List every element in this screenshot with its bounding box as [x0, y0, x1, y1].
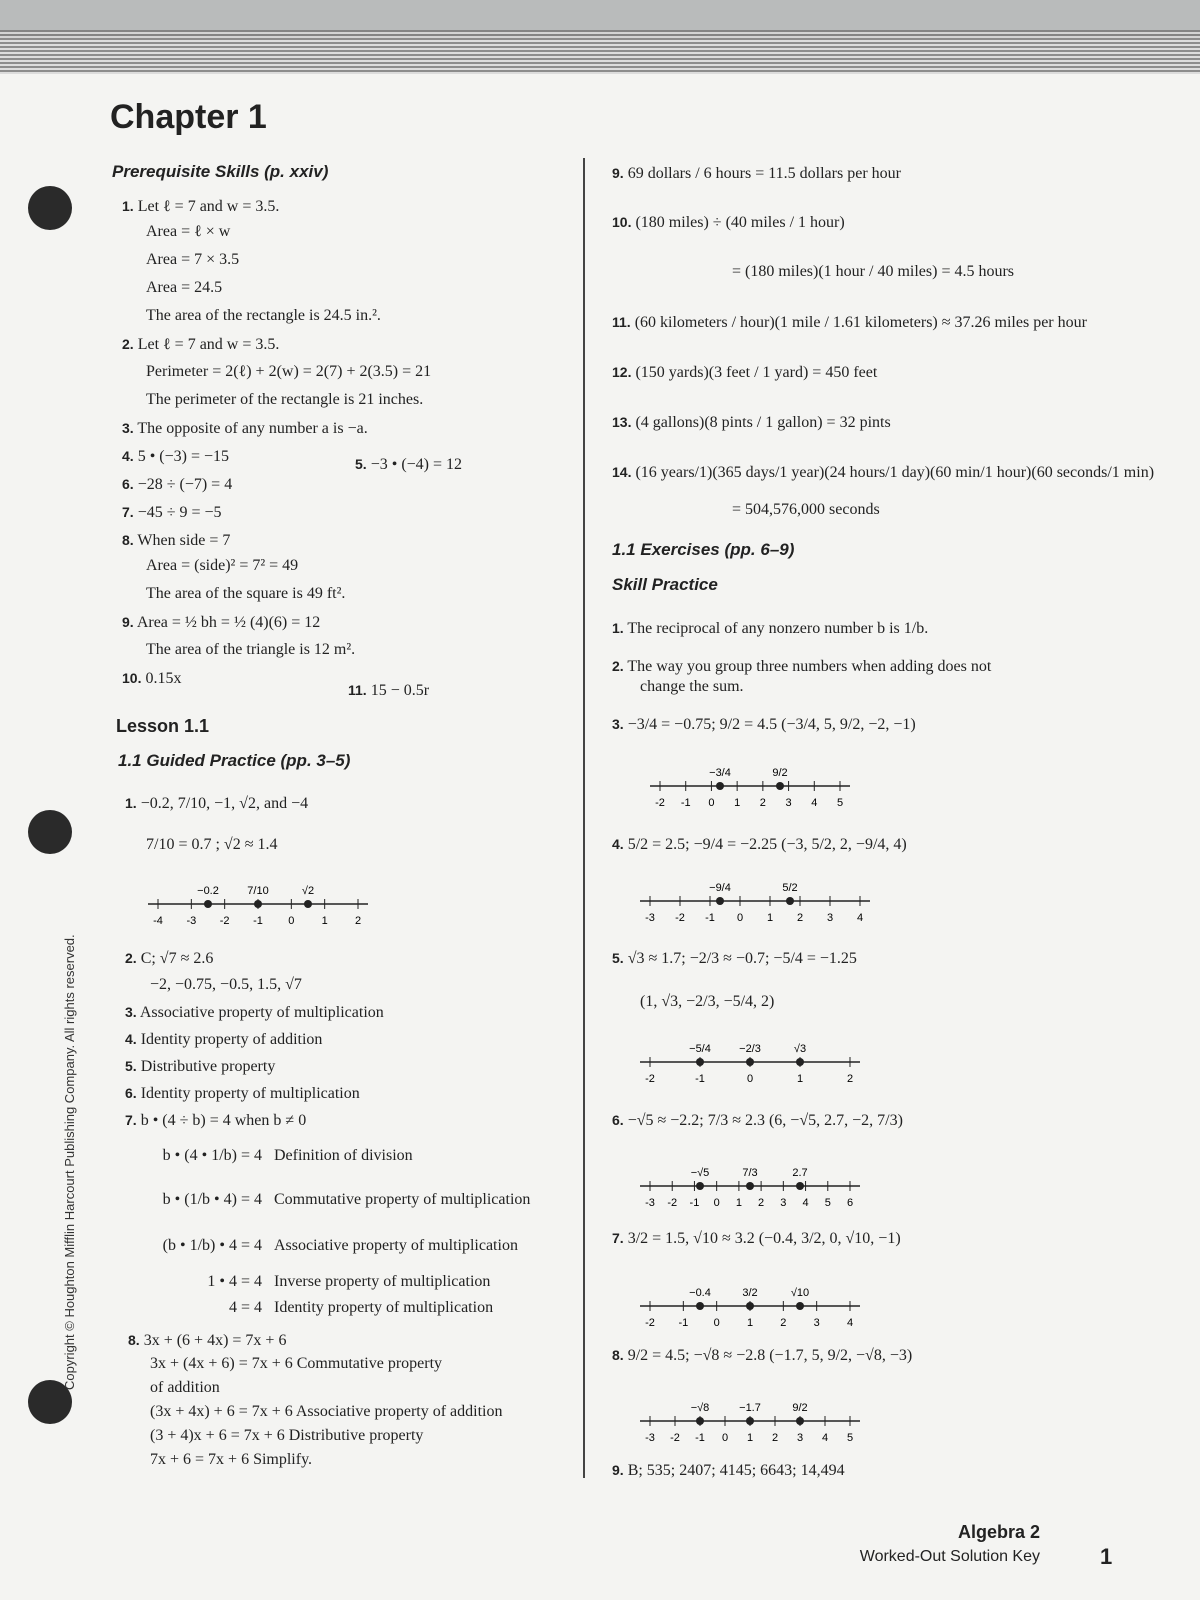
item-text: √3 ≈ 1.7; −2/3 ≈ −0.7; −5/4 = −1.25 — [627, 950, 857, 967]
point-label: −√5 — [690, 1167, 710, 1179]
tick-label: 4 — [811, 797, 818, 809]
list-item — [122, 474, 232, 495]
tick-label: -4 — [153, 915, 163, 927]
list-item — [612, 312, 1087, 333]
point-label: 3/2 — [742, 1287, 758, 1299]
list-item — [612, 1345, 912, 1366]
tick-label: -2 — [645, 1317, 655, 1329]
number-line-guided-1 — [148, 878, 388, 933]
point-label: √10 — [790, 1287, 810, 1299]
prereq-item-11: 11. 15 − 0.5r — [348, 682, 430, 699]
tick-label: 2 — [771, 1432, 779, 1444]
item-text: 69 dollars / 6 hours = 11.5 dollars per hour — [627, 165, 901, 182]
proof-reason: Commutative property of multiplication — [274, 1191, 531, 1208]
item-number: 1. — [122, 198, 134, 214]
item-number: 13. — [612, 414, 632, 430]
number-line-svg — [640, 875, 890, 925]
tick-label: 6 — [846, 1197, 854, 1209]
tick-label: 2 — [758, 1197, 765, 1209]
proof-reason: Associative property of multiplication — [274, 1237, 518, 1254]
chapter-title: Chapter 1 — [110, 98, 267, 136]
item-number: 9. — [612, 165, 624, 181]
list-item — [150, 1378, 220, 1398]
item-number: 4. — [122, 448, 134, 464]
list-item — [125, 1002, 384, 1023]
tick-label: -1 — [705, 912, 715, 924]
point-label: 2.7 — [792, 1167, 808, 1179]
item-number: 5. — [125, 1058, 137, 1074]
plotted-point — [696, 1058, 704, 1066]
list-item — [122, 530, 230, 551]
point-label: √3 — [793, 1043, 807, 1055]
tick-label: 5 — [824, 1197, 831, 1209]
plotted-point — [746, 1417, 754, 1425]
item-text: Area = (side)² = 7² = 49 — [146, 557, 299, 574]
proof-reason: Identity property of multiplication — [274, 1299, 494, 1316]
item-text: (3 + 4)x + 6 = 7x + 6 Distributive property — [150, 1427, 424, 1444]
item-text: Associative property of multiplication — [139, 1004, 384, 1021]
prereq-heading: Prerequisite Skills (p. xxiv) — [112, 162, 329, 181]
list-item — [146, 222, 230, 242]
item-number: 3. — [122, 420, 134, 436]
point-label: −√8 — [690, 1402, 710, 1414]
list-item — [125, 948, 213, 969]
item-text: The area of the triangle is 12 m². — [146, 641, 356, 658]
proof-reason: Inverse property of multiplication — [274, 1273, 491, 1290]
plotted-point — [696, 1417, 704, 1425]
item-text: change the sum. — [640, 678, 744, 695]
number-line-svg — [640, 1160, 880, 1210]
tick-label: -2 — [645, 1073, 655, 1085]
plotted-point — [696, 1182, 704, 1190]
plotted-point — [746, 1302, 754, 1310]
tick-label: 3 — [785, 797, 792, 809]
item-text: (60 kilometers / hour)(1 mile / 1.61 kilometers) ≈ 37.26 miles per hour — [634, 314, 1087, 331]
list-item — [612, 1460, 845, 1481]
list-item — [146, 556, 298, 576]
list-item — [612, 618, 928, 639]
list-item — [146, 278, 222, 298]
tick-label: 1 — [746, 1317, 754, 1329]
list-item — [612, 714, 916, 735]
item-text: 7x + 6 = 7x + 6 Simplify. — [150, 1451, 313, 1468]
tick-label: -2 — [675, 912, 685, 924]
item-text: −2, −0.75, −0.5, 1.5, √7 — [150, 976, 302, 993]
item-text: The area of the rectangle is 24.5 in.². — [146, 307, 381, 324]
tick-label: -1 — [695, 1073, 705, 1085]
tick-label: 1 — [321, 915, 328, 927]
point-label: 9/2 — [772, 767, 788, 779]
page-number: 1 — [1100, 1544, 1113, 1569]
list-item — [122, 668, 181, 689]
tick-label: 3 — [826, 912, 834, 924]
item-text: of addition — [150, 1379, 220, 1396]
tick-label: -2 — [219, 915, 230, 927]
list-item — [122, 418, 368, 439]
item-text: (3x + 4x) + 6 = 7x + 6 Associative property of addition — [150, 1403, 503, 1420]
item-text: Let ℓ = 7 and w = 3.5. — [137, 198, 280, 215]
plotted-point — [796, 1302, 804, 1310]
item-text: The reciprocal of any nonzero number b is 1/b. — [627, 620, 929, 637]
tick-label: -1 — [689, 1197, 700, 1209]
list-item — [150, 975, 302, 995]
list-item — [128, 1330, 286, 1351]
list-item — [146, 250, 239, 270]
item-text: Area = 24.5 — [146, 279, 223, 296]
item-text: −28 ÷ (−7) = 4 — [137, 476, 233, 493]
plotted-point — [204, 900, 212, 908]
item-text: 9/2 = 4.5; −√8 ≈ −2.8 (−1.7, 5, 9/2, −√8, −3) — [627, 1347, 913, 1364]
tick-label: 2 — [354, 915, 362, 927]
prereq-item-5: 5. −3 • (−4) = 12 — [355, 456, 463, 473]
list-item — [612, 948, 857, 969]
item-number: 2. — [122, 336, 134, 352]
column-divider — [583, 158, 585, 1478]
tick-label: 1 — [766, 912, 774, 924]
number-line-ex-3 — [650, 760, 870, 815]
point-label: 5/2 — [782, 882, 798, 894]
number-line-svg — [650, 760, 870, 810]
proof-expression: (b • 1/b) • 4 = 4 — [162, 1237, 262, 1254]
point-label: −5/4 — [689, 1043, 711, 1055]
item-number: 10. — [612, 214, 632, 230]
list-item — [146, 390, 423, 410]
item-number: 11. — [612, 314, 631, 330]
list-item — [122, 612, 320, 633]
tick-label: 4 — [856, 912, 864, 924]
tick-label: -2 — [667, 1197, 678, 1209]
point-label: √2 — [301, 885, 315, 897]
plotted-point — [304, 900, 312, 908]
number-line-svg — [148, 878, 388, 928]
plotted-point — [796, 1182, 804, 1190]
tick-label: 2 — [780, 1317, 787, 1329]
item-text: −0.2, 7/10, −1, √2, and −4 — [140, 795, 309, 812]
tick-label: -3 — [645, 912, 655, 924]
plotted-point — [796, 1417, 804, 1425]
proof-expression: 1 • 4 = 4 — [207, 1273, 262, 1290]
list-item — [612, 163, 901, 184]
lesson-heading: Lesson 1.1 — [116, 716, 210, 736]
item-number: 7. — [122, 504, 134, 520]
point-label: 7/10 — [247, 885, 269, 897]
tick-label: 1 — [734, 797, 741, 809]
tick-label: 0 — [721, 1432, 729, 1444]
list-item — [122, 502, 222, 523]
list-item — [732, 500, 880, 520]
item-text: (4 gallons)(8 pints / 1 gallon) = 32 pints — [635, 414, 891, 431]
item-number: 6. — [125, 1085, 137, 1101]
item-text: −3/4 = −0.75; 9/2 = 4.5 (−3/4, 5, 9/2, −2, −1) — [627, 716, 916, 733]
list-item — [150, 1426, 423, 1446]
tick-label: -3 — [645, 1197, 655, 1209]
item-text: 3x + (6 + 4x) = 7x + 6 — [143, 1332, 287, 1349]
point-label: 9/2 — [792, 1402, 808, 1414]
list-item — [150, 1402, 502, 1422]
item-number: 2. — [612, 658, 624, 674]
list-item — [612, 212, 845, 233]
binding-strip — [0, 30, 1200, 74]
item-text: (1, √3, −2/3, −5/4, 2) — [640, 993, 775, 1010]
point-label: −0.2 — [197, 885, 219, 897]
item-text: The way you group three numbers when adding does not — [627, 658, 992, 675]
number-line-ex-5 — [640, 1036, 880, 1091]
number-line-svg — [640, 1036, 880, 1086]
item-text: 7/10 = 0.7 ; √2 ≈ 1.4 — [146, 836, 278, 853]
item-number: 4. — [125, 1031, 137, 1047]
tick-label: -2 — [670, 1432, 680, 1444]
list-item — [612, 412, 891, 433]
tick-label: 3 — [813, 1317, 820, 1329]
list-item — [612, 462, 1154, 483]
tick-label: 0 — [713, 1197, 720, 1209]
list-item — [146, 362, 431, 382]
item-text: (150 yards)(3 feet / 1 yard) = 450 feet — [635, 364, 878, 381]
list-item — [146, 584, 345, 604]
item-number: 12. — [612, 364, 632, 380]
tick-label: 1 — [746, 1432, 754, 1444]
tick-label: -3 — [186, 915, 197, 927]
point-label: 7/3 — [742, 1167, 758, 1179]
tick-label: -1 — [678, 1317, 689, 1329]
plotted-point — [254, 900, 262, 908]
item-text: Identity property of multiplication — [140, 1085, 360, 1102]
list-item — [125, 1110, 306, 1131]
point-label: −3/4 — [709, 767, 731, 779]
item-number: 6. — [122, 476, 134, 492]
binder-hole-top — [28, 186, 72, 230]
tick-label: 0 — [708, 797, 715, 809]
number-line-ex-4 — [640, 875, 890, 930]
list-item — [150, 1450, 312, 1470]
footer-book-title: Algebra 2 — [957, 1522, 1040, 1542]
tick-label: -1 — [253, 915, 263, 927]
item-text: b • (4 ÷ b) = 4 when b ≠ 0 — [140, 1112, 307, 1129]
tick-label: 0 — [713, 1317, 720, 1329]
item-number: 9. — [612, 1462, 624, 1478]
item-number: 7. — [612, 1230, 624, 1246]
list-item — [125, 1083, 360, 1104]
plotted-point — [716, 897, 724, 905]
list-item — [612, 656, 991, 677]
tick-label: 2 — [759, 797, 766, 809]
item-text: 3/2 = 1.5, √10 ≈ 3.2 (−0.4, 3/2, 0, √10, −1) — [627, 1230, 901, 1247]
item-number: 8. — [122, 532, 134, 548]
list-item — [125, 1029, 322, 1050]
item-number: 6. — [612, 1112, 624, 1128]
tick-label: 0 — [736, 912, 744, 924]
number-line-ex-7 — [640, 1280, 880, 1335]
item-text: Distributive property — [140, 1058, 276, 1075]
item-number: 14. — [612, 464, 632, 480]
list-item — [122, 196, 279, 217]
list-item — [125, 1056, 275, 1077]
number-line-ex-8 — [640, 1395, 880, 1450]
tick-label: 5 — [836, 797, 844, 809]
proof-expression: 4 = 4 — [228, 1299, 262, 1316]
tick-label: 1 — [735, 1197, 742, 1209]
item-number: 8. — [128, 1332, 140, 1348]
item-text: (180 miles) ÷ (40 miles / 1 hour) — [635, 214, 845, 231]
item-text: The area of the square is 49 ft². — [146, 585, 346, 602]
tick-label: 4 — [846, 1317, 854, 1329]
point-label: −2/3 — [739, 1043, 761, 1055]
list-item — [612, 1228, 901, 1249]
item-text: (16 years/1)(365 days/1 year)(24 hours/1 day)(60 min/1 hour)(60 seconds/1 min) — [635, 464, 1155, 481]
point-label: −1.7 — [739, 1402, 761, 1414]
item-text: 3x + (4x + 6) = 7x + 6 Commutative property — [150, 1355, 443, 1372]
item-text: C; √7 ≈ 2.6 — [140, 950, 214, 967]
item-number: 8. — [612, 1347, 624, 1363]
tick-label: 2 — [796, 912, 804, 924]
point-label: −0.4 — [689, 1287, 711, 1299]
item-text: Area = ½ bh = ½ (4)(6) = 12 — [136, 614, 321, 631]
item-text: The perimeter of the rectangle is 21 inches. — [146, 391, 424, 408]
number-line-svg — [640, 1280, 880, 1330]
item-text: Identity property of addition — [140, 1031, 323, 1048]
list-item — [150, 1354, 442, 1374]
tick-label: 1 — [796, 1073, 804, 1085]
item-number: 7. — [125, 1112, 137, 1128]
list-item — [122, 446, 229, 467]
item-text: B; 535; 2407; 4145; 6643; 14,494 — [627, 1462, 845, 1479]
plotted-point — [696, 1302, 704, 1310]
tick-label: -2 — [655, 797, 665, 809]
list-item — [122, 334, 279, 355]
tick-label: -1 — [680, 797, 691, 809]
tick-label: 3 — [780, 1197, 787, 1209]
item-text: = 504,576,000 seconds — [732, 501, 880, 518]
item-text: The opposite of any number a is −a. — [137, 420, 368, 437]
item-number: 5. — [612, 950, 624, 966]
tick-label: 4 — [821, 1432, 829, 1444]
tick-label: 5 — [846, 1432, 854, 1444]
list-item — [640, 992, 774, 1012]
tick-label: -3 — [645, 1432, 655, 1444]
tick-label: 4 — [802, 1197, 809, 1209]
proof-expression: b • (4 • 1/b) = 4 — [162, 1147, 262, 1164]
footer-subtitle: Worked-Out Solution Key — [859, 1548, 1040, 1565]
item-text: Area = ℓ × w — [146, 223, 231, 240]
list-item — [146, 306, 381, 326]
item-number: 9. — [122, 614, 134, 630]
list-item — [146, 640, 355, 660]
tick-label: 3 — [796, 1432, 804, 1444]
skill-practice-heading: Skill Practice — [612, 575, 718, 594]
guided-heading: 1.1 Guided Practice (pp. 3–5) — [118, 751, 351, 770]
number-line-svg — [640, 1395, 880, 1445]
plotted-point — [796, 1058, 804, 1066]
plotted-point — [716, 782, 724, 790]
item-number: 2. — [125, 950, 137, 966]
proof-expression: b • (1/b • 4) = 4 — [162, 1191, 262, 1208]
item-number: 4. — [612, 836, 624, 852]
item-number: 10. — [122, 670, 142, 686]
item-text: −√5 ≈ −2.2; 7/3 ≈ 2.3 (6, −√5, 2.7, −2, 7/3) — [627, 1112, 903, 1129]
tick-label: 0 — [288, 915, 295, 927]
tick-label: 2 — [846, 1073, 854, 1085]
exercises-heading: 1.1 Exercises (pp. 6–9) — [612, 540, 795, 559]
item-text: When side = 7 — [137, 532, 231, 549]
list-item — [640, 677, 744, 697]
binder-hole-middle — [28, 810, 72, 854]
item-text: Let ℓ = 7 and w = 3.5. — [137, 336, 280, 353]
point-label: −9/4 — [709, 882, 731, 894]
tick-label: -1 — [695, 1432, 705, 1444]
item-text: Perimeter = 2(ℓ) + 2(w) = 2(7) + 2(3.5) = 21 — [146, 363, 432, 380]
plotted-point — [746, 1182, 754, 1190]
item-number: 3. — [612, 716, 624, 732]
copyright-notice: Copyright © Houghton Mifflin Harcourt Publishing Company. All rights reserved. — [62, 934, 77, 1390]
item-text: 0.15x — [145, 670, 182, 687]
proof-reason: Definition of division — [274, 1147, 413, 1164]
item-text: −45 ÷ 9 = −5 — [137, 504, 222, 521]
item-number: 3. — [125, 1004, 137, 1020]
plotted-point — [776, 782, 784, 790]
number-line-ex-6 — [640, 1160, 880, 1215]
item-text: 5 • (−3) = −15 — [137, 448, 230, 465]
list-item — [612, 1110, 903, 1131]
item-text: = (180 miles)(1 hour / 40 miles) = 4.5 hours — [732, 263, 1015, 280]
plotted-point — [786, 897, 794, 905]
item-number: 1. — [125, 795, 137, 811]
item-number: 1. — [612, 620, 624, 636]
list-item — [612, 362, 877, 383]
item-text: Area = 7 × 3.5 — [146, 251, 240, 268]
list-item — [146, 835, 277, 855]
list-item — [125, 793, 308, 814]
list-item — [612, 834, 907, 855]
tick-label: 0 — [746, 1073, 754, 1085]
list-item — [732, 262, 1014, 282]
plotted-point — [746, 1058, 754, 1066]
item-text: 5/2 = 2.5; −9/4 = −2.25 (−3, 5/2, 2, −9/4, 4) — [627, 836, 907, 853]
